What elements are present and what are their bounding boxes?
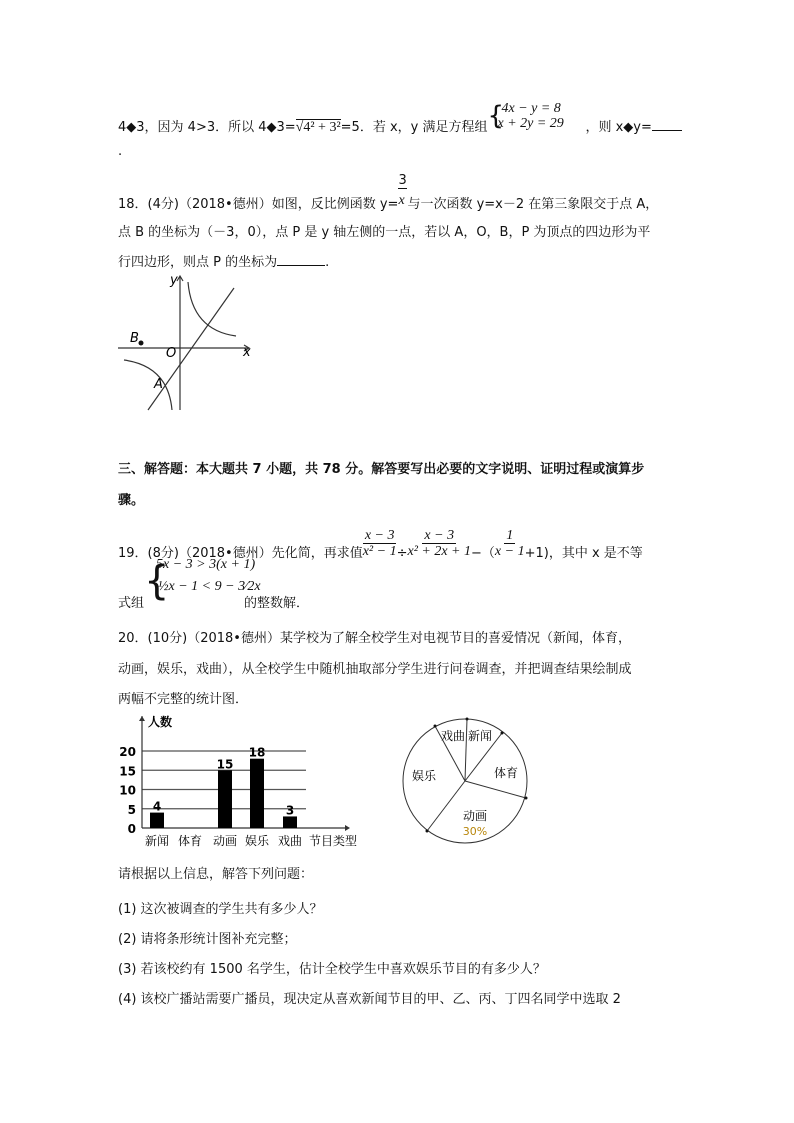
q18-text-b: 与一次函数 y=x－2 在第三象限交于点 A， <box>407 197 659 212</box>
label-O: O <box>166 346 177 361</box>
numerator: 1 <box>506 528 514 543</box>
inequality-system: { 5x − 3 > 3(x + 1) ½x − 1 < 9 − 3⁄2x <box>144 557 261 604</box>
x-tick-label: 娱乐 <box>244 834 270 848</box>
data-label: 18 <box>248 745 266 760</box>
denominator: x² + 2x + 1 <box>407 544 472 559</box>
sqrt-expression: √4² + 3² <box>295 120 341 135</box>
q17-text-2: =5．若 x，y 满足方程组 <box>340 120 488 135</box>
pie-point <box>501 732 504 735</box>
prompt-text: 请根据以上信息，解答下列问题： <box>118 867 314 882</box>
q20-line-3: 两幅不完整的统计图． <box>118 692 249 707</box>
y-tick-label: 15 <box>119 764 136 779</box>
sub-question-2: (2) 请将条形统计图补充完整； <box>118 932 297 947</box>
section-heading-2: 骤。 <box>118 493 145 508</box>
data-label: 3 <box>285 803 295 818</box>
divide-sign: ÷ <box>396 546 408 561</box>
q17-text-3: ，则 x◆y= <box>585 120 652 135</box>
pie-slice-divider <box>427 781 465 831</box>
q18-period: . <box>325 255 330 270</box>
section-heading: 三、解答题：本大题共 7 小题，共 78 分。解答要写出必要的文字说明、证明过程或演算步 <box>118 462 645 477</box>
q19-text: 19．(8分)（2018•德州）先化简，再求值 <box>118 546 363 561</box>
label-x: x <box>243 345 251 360</box>
x-tick-label: 戏曲 <box>277 834 303 848</box>
equation-1: 4x − y = 8 <box>501 101 561 116</box>
equation-2: x + 2y = 29 <box>497 116 564 131</box>
q18-text: 18．(4分)（2018•德州）如图，反比例函数 y= <box>118 197 399 212</box>
q19-text-2: +1)，其中 x 是不等 <box>524 546 643 561</box>
data-label: 4 <box>152 799 162 814</box>
sub-question-1: (1) 这次被调查的学生共有多少人？ <box>118 902 323 917</box>
q17-period: . <box>118 144 123 159</box>
pie-point <box>434 725 437 728</box>
pie-point <box>466 718 469 721</box>
numerator: x − 3 <box>364 528 395 543</box>
inequality-2: ½x − 1 < 9 − 3⁄2x <box>158 579 261 594</box>
pie-slice-label: 娱乐 <box>411 769 437 783</box>
x-axis-label: 节目类型 <box>308 834 358 848</box>
fraction-denominator: x <box>398 193 405 208</box>
inequality-1: 5x − 3 > 3(x + 1) <box>156 557 256 572</box>
denominator: x − 1 <box>494 544 525 559</box>
x-tick-label: 体育 <box>177 834 203 848</box>
y-tick-label: 0 <box>127 822 136 836</box>
pie-slice-label: 体育 <box>493 766 519 780</box>
pie-point <box>525 797 528 800</box>
q17-text: 4◆3，因为 4>3．所以 4◆3= <box>118 120 296 135</box>
y-tick-label: 20 <box>119 745 136 759</box>
pie-percent-label: 30% <box>462 825 488 838</box>
denominator: x² − 1 <box>362 544 397 559</box>
pie-slice-label: 戏曲 <box>440 729 466 743</box>
minus-sign: −（ <box>471 546 495 561</box>
pie-slice-divider <box>465 719 467 781</box>
sub-question-3: (3) 若该校约有 1500 名学生，估计全校学生中喜欢娱乐节目的有多少人？ <box>118 962 546 977</box>
sub-question-4: (4) 该校广播站需要广播员，现决定从喜欢新闻节目的甲、乙、丙、丁四名同学中选取 2 <box>118 992 621 1007</box>
q18-text-3: 行四边形，则点 P 的坐标为 <box>118 255 278 270</box>
y-tick-label: 10 <box>119 783 136 798</box>
y-tick-label: 5 <box>127 802 136 817</box>
pie-point <box>426 830 429 833</box>
q18-line-2: 点 B 的坐标为（－3，0），点 P 是 y 轴左侧的一点，若以 A，O，B，P 为顶点的四边形为平 <box>118 225 651 240</box>
label-A: A <box>154 377 163 392</box>
q20-line-2: 动画，娱乐，戏曲），从全校学生中随机抽取部分学生进行问卷调查，并把调查结果绘制成 <box>118 662 632 677</box>
q19-text-3: 式组 <box>118 596 145 611</box>
pie-slice-label: 动画 <box>462 809 488 823</box>
q19-text-4: 的整数解． <box>244 596 310 611</box>
x-tick-label: 新闻 <box>144 834 170 848</box>
equation-system: { 4x − y = 8 x + 2y = 29 <box>487 101 564 131</box>
label-y: y <box>170 273 178 288</box>
pie-slice-label: 新闻 <box>467 729 493 743</box>
x-tick-label: 动画 <box>212 834 238 848</box>
q20-line-1: 20．(10分)（2018•德州）某学校为了解全校学生对电视节目的喜爱情况（新闻，体育， <box>118 631 631 646</box>
numerator: x − 3 <box>424 528 455 543</box>
label-B: B <box>130 331 139 346</box>
pie-slice-divider <box>465 781 526 798</box>
data-label: 15 <box>216 757 234 772</box>
y-axis-label: 人数 <box>148 715 173 729</box>
fraction-numerator: 3 <box>398 173 407 188</box>
